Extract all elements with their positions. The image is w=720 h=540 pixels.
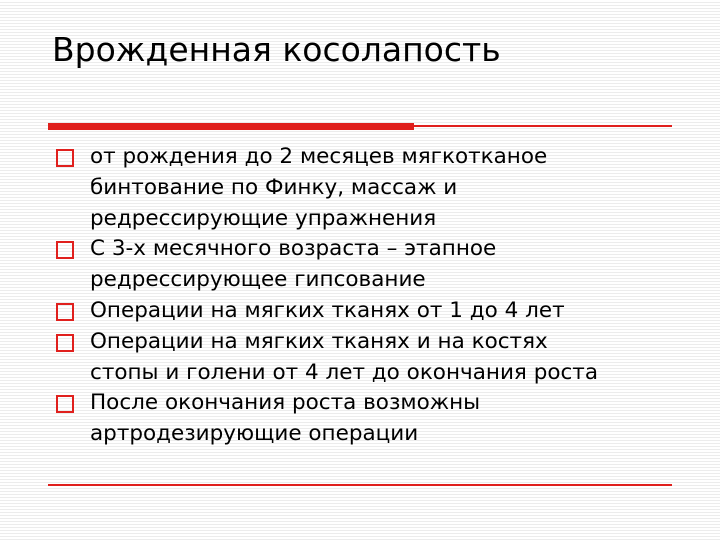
square-bullet-icon xyxy=(56,395,74,413)
footer-divider-line xyxy=(48,484,672,486)
bullet-list xyxy=(56,142,666,450)
title-divider-accent xyxy=(48,123,414,130)
bullet-text: Операции на мягких тканях и на костях стопы и голени от 4 лет до окончания роста xyxy=(90,328,599,385)
bullet-text: С 3-х месячного возраста – этапное редрессирующее гипсование xyxy=(90,236,497,293)
bullet-text: от рождения до 2 месяцев мягкотканое бинтование по Финку, массаж и редрессирующие упражнения xyxy=(90,144,548,231)
list-item xyxy=(56,234,666,296)
square-bullet-icon xyxy=(56,334,74,352)
slide-title: Врожденная косолапость xyxy=(52,30,501,69)
bullet-text: После окончания роста возможны артродезирующие операции xyxy=(90,390,481,447)
list-item xyxy=(56,327,666,389)
title-divider-line xyxy=(414,125,672,127)
square-bullet-icon xyxy=(56,149,74,167)
square-bullet-icon xyxy=(56,241,74,259)
list-item xyxy=(56,388,666,450)
list-item xyxy=(56,296,666,327)
square-bullet-icon xyxy=(56,303,74,321)
bullet-text: Операции на мягких тканях от 1 до 4 лет xyxy=(90,297,565,323)
list-item xyxy=(56,142,666,234)
